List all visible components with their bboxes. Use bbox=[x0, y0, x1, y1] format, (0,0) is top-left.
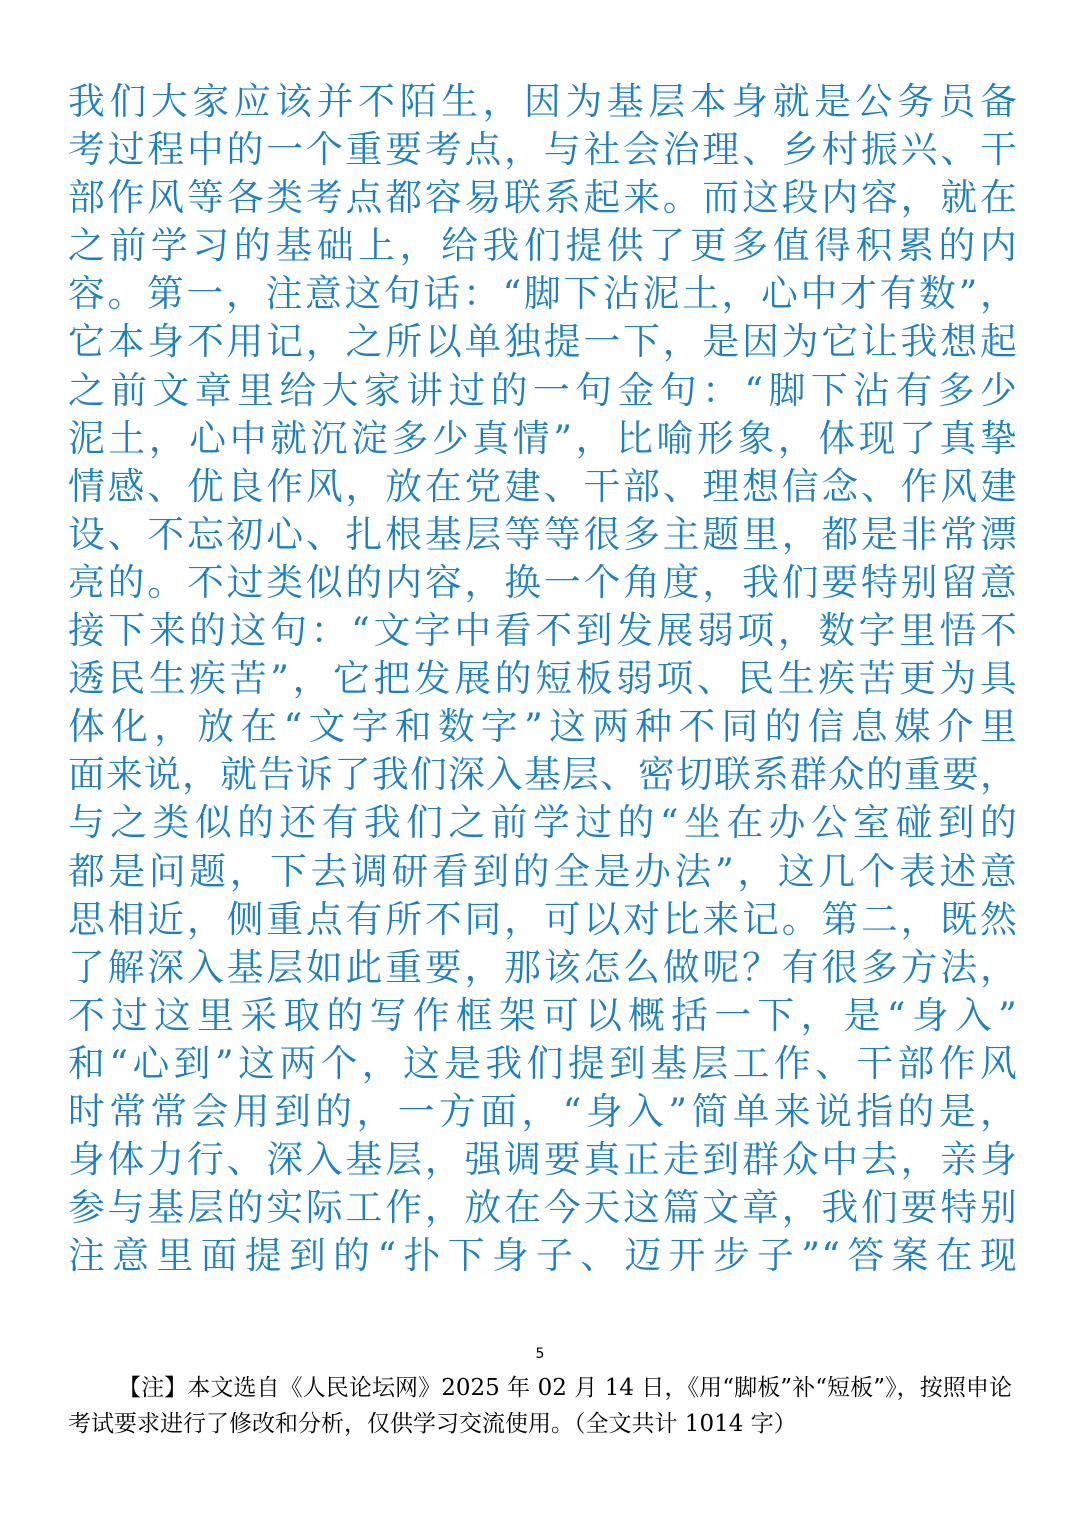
source-footnote: 【注】本文选自《人民论坛网》2025 年 02 月 14 日，《用“脚板”补“短板”》，按照申论考试要求进行了修改和分析，仅供学习交流使用。（全文共计 1014 字） bbox=[68, 1375, 1012, 1437]
body-line: 参与基层的实际工作，放在今天这篇文章，我们要特别 bbox=[68, 1186, 1018, 1230]
body-line: 情感、优良作风，放在党建、干部、理想信念、作风建 bbox=[68, 464, 1018, 508]
body-line: 设、不忘初心、扎根基层等等很多主题里，都是非常漂 bbox=[68, 512, 1018, 556]
body-line: 了解深入基层如此重要，那该怎么做呢？有很多方法， bbox=[68, 945, 1018, 989]
body-line: 都是问题，下去调研看到的全是办法”，这几个表述意 bbox=[68, 849, 1018, 893]
body-line: 考过程中的一个重要考点，与社会治理、乡村振兴、干 bbox=[68, 128, 1018, 172]
body-line: 之前文章里给大家讲过的一句金句：“脚下沾有多少 bbox=[68, 368, 1018, 412]
body-line: 接下来的这句：“文字中看不到发展弱项，数字里悟不 bbox=[68, 609, 1018, 653]
page-number: 5 bbox=[535, 1346, 545, 1362]
body-line: 我们大家应该并不陌生，因为基层本身就是公务员备 bbox=[68, 80, 1018, 123]
body-line: 部作风等各类考点都容易联系起来。而这段内容，就在 bbox=[68, 176, 1018, 220]
article-body bbox=[68, 78, 1018, 1280]
body-line: 时常常会用到的，一方面，“身入”简单来说指的是， bbox=[68, 1089, 1018, 1133]
body-line: 透民生疾苦”，它把发展的短板弱项、民生疾苦更为具 bbox=[68, 657, 1018, 701]
body-line: 思相近，侧重点有所不同，可以对比来记。第二，既然 bbox=[68, 897, 1018, 941]
body-line: 面来说，就告诉了我们深入基层、密切联系群众的重要， bbox=[68, 753, 1018, 797]
body-line: 泥土，心中就沉淀多少真情”，比喻形象，体现了真挚 bbox=[68, 416, 1018, 460]
body-line: 容。第一，注意这句话：“脚下沾泥土，心中才有数”， bbox=[68, 272, 1018, 316]
body-line: 注意里面提到的“扑下身子、迈开步子”“答案在现 bbox=[68, 1234, 1018, 1278]
body-line: 和“心到”这两个，这是我们提到基层工作、干部作风 bbox=[68, 1041, 1018, 1085]
body-line: 之前学习的基础上，给我们提供了更多值得积累的内 bbox=[68, 224, 1018, 268]
body-line: 它本身不用记，之所以单独提一下，是因为它让我想起 bbox=[68, 320, 1018, 364]
body-line: 亮的。不过类似的内容，换一个角度，我们要特别留意 bbox=[68, 560, 1018, 604]
body-line: 身体力行、深入基层，强调要真正走到群众中去，亲身 bbox=[68, 1138, 1018, 1182]
body-line: 不过这里采取的写作框架可以概括一下，是“身入” bbox=[68, 993, 1018, 1037]
body-line: 与之类似的还有我们之前学过的“坐在办公室碰到的 bbox=[68, 801, 1018, 845]
body-line: 体化，放在“文字和数字”这两种不同的信息媒介里 bbox=[68, 705, 1018, 749]
